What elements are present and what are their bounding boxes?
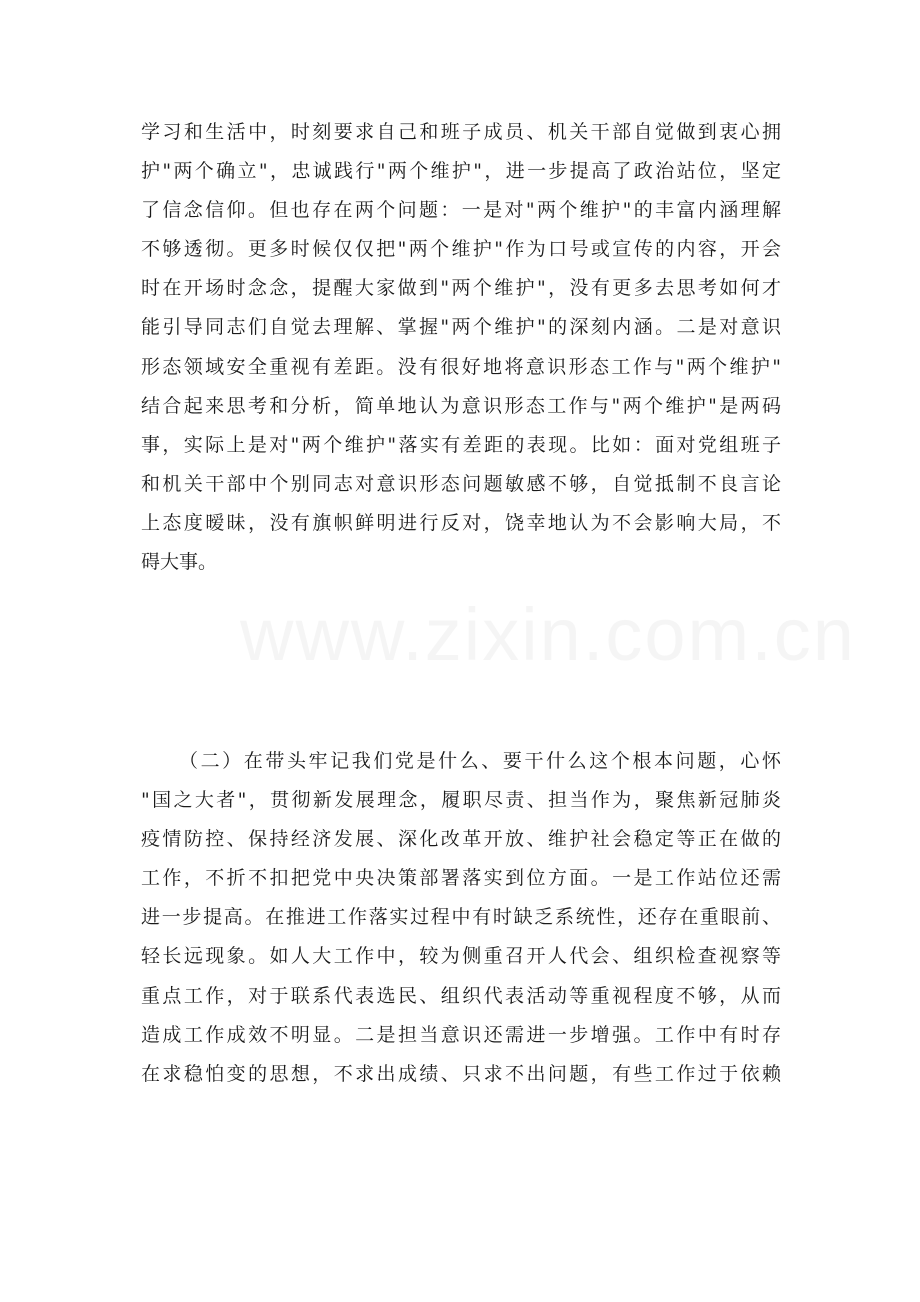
text-line: 造成工作成效不明显。二是担当意识还需进一步增强。工作中有时存 — [141, 1023, 781, 1046]
text-line: 时在开场时念念，提醒大家做到"两个维护"，没有更多去思考如何才 — [141, 277, 781, 300]
text-line: 形态领域安全重视有差距。没有很好地将意识形态工作与"两个维护" — [141, 355, 781, 378]
text-line: 事，实际上是对"两个维护"落实有差距的表现。比如：面对党组班子 — [141, 433, 781, 456]
text-line: 工作，不折不扣把党中央决策部署落实到位方面。一是工作站位还需 — [141, 867, 781, 890]
text-line: 在求稳怕变的思想，不求出成绩、只求不出问题，有些工作过于依赖 — [141, 1062, 781, 1085]
text-line: 上态度暧昧，没有旗帜鲜明进行反对，饶幸地认为不会影响大局，不 — [141, 511, 781, 534]
text-line: 和机关干部中个别同志对意识形态问题敏感不够，自觉抵制不良言论 — [141, 472, 781, 495]
text-line: 能引导同志们自觉去理解、掌握"两个维护"的深刻内涵。二是对意识 — [141, 316, 781, 339]
text-line: 结合起来思考和分析，简单地认为意识形态工作与"两个维护"是两码 — [141, 394, 781, 417]
text-line: 轻长远现象。如人大工作中，较为侧重召开人代会、组织检查视察等 — [141, 945, 781, 968]
paragraph-2 — [141, 742, 781, 1094]
text-line: 了信念信仰。但也存在两个问题：一是对"两个维护"的丰富内涵理解 — [141, 199, 781, 222]
text-line: "国之大者"，贯彻新发展理念，履职尽责、担当作为，聚焦新冠肺炎 — [141, 789, 781, 812]
text-line: （二）在带头牢记我们党是什么、要干什么这个根本问题，心怀 — [179, 750, 781, 772]
text-line: 不够透彻。更多时候仅仅把"两个维护"作为口号或宣传的内容，开会 — [141, 238, 781, 261]
paragraph-1 — [141, 113, 781, 582]
text-line: 护"两个确立"，忠诚践行"两个维护"，进一步提高了政治站位，坚定 — [141, 160, 781, 183]
text-line: 学习和生活中，时刻要求自己和班子成员、机关干部自觉做到衷心拥 — [141, 121, 781, 143]
watermark: www.zixin.com.cn — [240, 593, 856, 676]
text-line: 重点工作，对于联系代表选民、组织代表活动等重视程度不够，从而 — [141, 984, 781, 1007]
text-line: 进一步提高。在推进工作落实过程中有时缺乏系统性，还存在重眼前、 — [141, 906, 781, 929]
text-line: 碍大事。 — [141, 551, 218, 574]
text-line: 疫情防控、保持经济发展、深化改革开放、维护社会稳定等正在做的 — [141, 828, 781, 851]
